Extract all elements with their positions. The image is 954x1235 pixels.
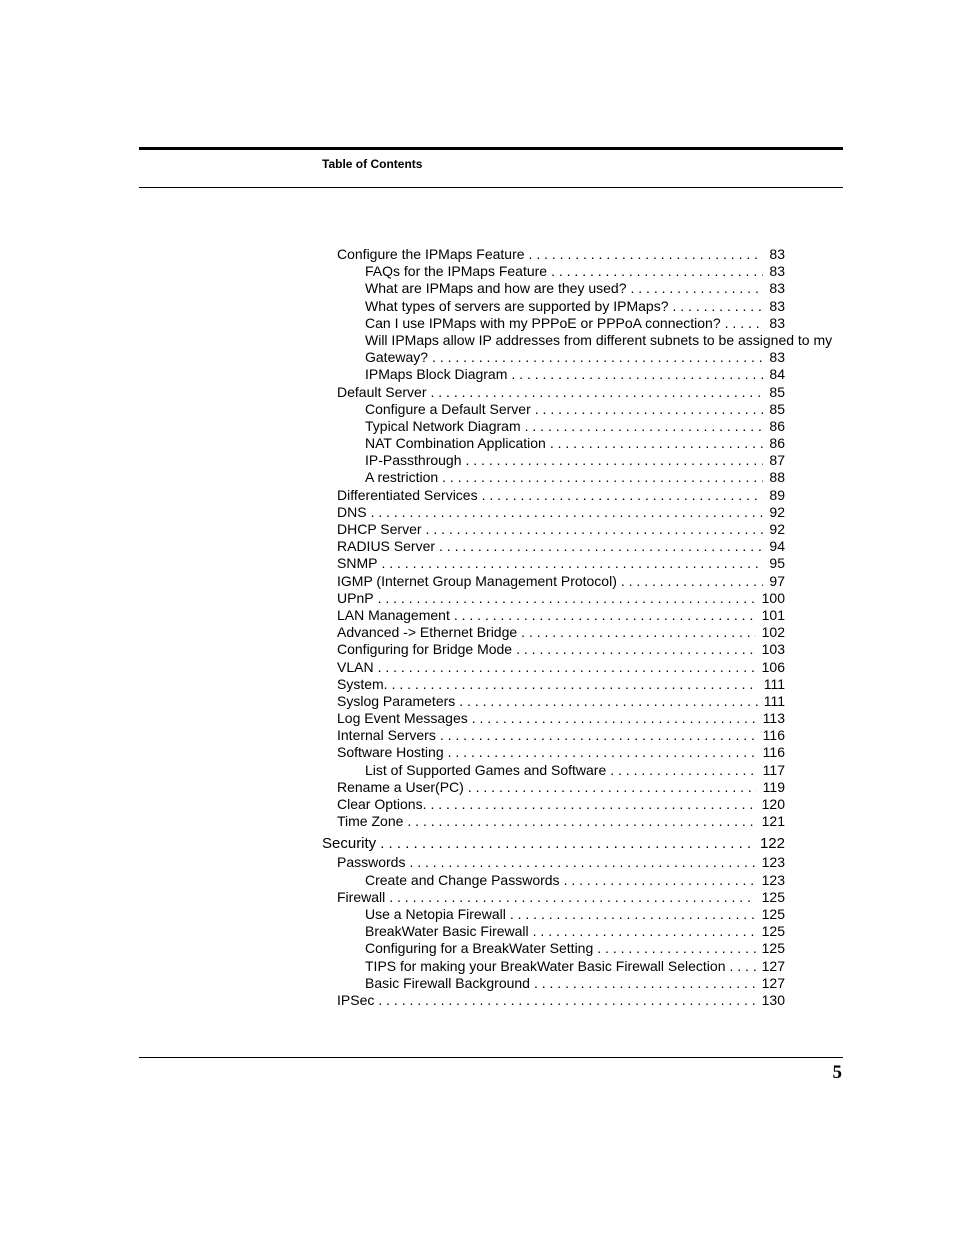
toc-entry-page: 127 bbox=[761, 957, 785, 974]
toc-entry-title: DNS bbox=[337, 503, 367, 520]
toc-entry-page: 83 bbox=[769, 314, 785, 331]
toc-entry-page: 123 bbox=[761, 871, 785, 888]
toc-entry-title: Typical Network Diagram bbox=[365, 417, 521, 434]
toc-entry-title: Can I use IPMaps with my PPPoE or PPPoA connection? bbox=[365, 314, 721, 331]
toc-entry-title: DHCP Server bbox=[337, 521, 422, 537]
toc-entry-page: 86 bbox=[769, 435, 785, 452]
toc-entry-page: 85 bbox=[769, 400, 785, 417]
toc-entry-page: 101 bbox=[761, 606, 785, 623]
dot-leader bbox=[409, 854, 755, 871]
dot-leader bbox=[430, 384, 763, 401]
toc-entry[interactable] bbox=[337, 992, 785, 1009]
toc-entry-title: IPSec bbox=[337, 991, 375, 1008]
toc-entry[interactable] bbox=[337, 727, 785, 744]
dot-leader bbox=[482, 487, 764, 504]
toc-entry[interactable] bbox=[337, 710, 785, 727]
toc-entry-page: 117 bbox=[762, 761, 785, 778]
dot-leader bbox=[426, 521, 764, 538]
toc-entry-page: 130 bbox=[761, 991, 785, 1008]
toc-entry[interactable] bbox=[365, 331, 833, 366]
toc-entry[interactable] bbox=[337, 693, 785, 710]
toc-entry-title: Use a Netopia Firewall bbox=[365, 905, 506, 922]
toc-entry-page: 94 bbox=[769, 538, 785, 555]
toc-entry[interactable] bbox=[337, 813, 785, 830]
toc-entry-title: IPMaps Block Diagram bbox=[365, 366, 508, 383]
dot-leader bbox=[551, 263, 763, 280]
toc-entry-page: 100 bbox=[761, 589, 785, 606]
toc-entry-title: What are IPMaps and how are they used? bbox=[365, 280, 627, 297]
toc-entry-page: 125 bbox=[761, 905, 785, 922]
dot-leader bbox=[510, 906, 756, 923]
dot-leader bbox=[725, 315, 764, 332]
toc-entry[interactable] bbox=[322, 834, 785, 854]
toc-entry-page: 89 bbox=[769, 486, 785, 503]
toc-entry-title: RADIUS Server bbox=[337, 538, 436, 555]
toc-entry-title-continued: Gateway? bbox=[365, 349, 429, 366]
dot-leader bbox=[378, 992, 755, 1009]
toc-entry[interactable] bbox=[365, 923, 785, 940]
dot-leader bbox=[440, 727, 757, 744]
dot-leader bbox=[511, 366, 763, 383]
footer-rule bbox=[139, 1057, 843, 1058]
toc-entry[interactable] bbox=[365, 315, 785, 332]
toc-entry[interactable] bbox=[365, 263, 785, 280]
dot-leader bbox=[378, 659, 756, 676]
toc-entry[interactable] bbox=[365, 280, 785, 297]
toc-entry-title: Advanced -> Ethernet Bridge bbox=[337, 624, 518, 641]
dot-leader bbox=[516, 641, 756, 658]
dot-leader bbox=[448, 744, 757, 761]
toc-entry-page: 88 bbox=[769, 469, 785, 486]
toc-entry[interactable] bbox=[365, 366, 785, 383]
toc-entry-page: 116 bbox=[762, 744, 785, 761]
toc-entry-title: Log Event Messages bbox=[337, 710, 468, 727]
toc-entry-page: 92 bbox=[769, 503, 785, 520]
toc-entry-title: Rename a User(PC) bbox=[337, 778, 464, 795]
toc-entry-title: What types of servers are supported by IPMaps? bbox=[365, 297, 669, 314]
toc-entry-title: SNMP bbox=[337, 555, 378, 572]
dot-leader bbox=[468, 779, 757, 796]
dot-leader bbox=[389, 889, 755, 906]
page-number: 5 bbox=[832, 1062, 842, 1083]
toc-entry-title: System. bbox=[337, 675, 388, 692]
toc-entry[interactable] bbox=[337, 641, 785, 658]
dot-leader bbox=[525, 418, 764, 435]
toc-entry-title: Configure a Default Server bbox=[365, 400, 531, 417]
toc-entry-title: Syslog Parameters bbox=[337, 692, 456, 709]
toc-entry-title: A restriction bbox=[365, 469, 439, 486]
dot-leader bbox=[466, 452, 764, 469]
dot-leader bbox=[378, 590, 756, 607]
dot-leader bbox=[610, 762, 756, 779]
toc-entry[interactable] bbox=[337, 676, 785, 693]
dot-leader bbox=[381, 555, 763, 572]
dot-leader bbox=[564, 872, 756, 889]
dot-leader bbox=[630, 280, 763, 297]
toc-entry[interactable] bbox=[337, 555, 785, 572]
toc-entry-page: 127 bbox=[761, 974, 785, 991]
toc-entry[interactable] bbox=[365, 298, 785, 315]
toc-entry-page: 123 bbox=[761, 854, 785, 871]
toc-entry[interactable] bbox=[337, 624, 785, 641]
toc-entry-title: Software Hosting bbox=[337, 744, 444, 761]
toc-entry-page: 120 bbox=[761, 796, 785, 812]
toc-entry-page: 84 bbox=[769, 366, 785, 383]
dot-leader bbox=[392, 676, 758, 693]
dot-leader bbox=[472, 710, 757, 727]
dot-leader bbox=[432, 349, 763, 366]
dot-leader bbox=[533, 923, 756, 940]
dot-leader bbox=[439, 538, 763, 555]
toc-entry[interactable] bbox=[337, 504, 785, 521]
toc-entry[interactable] bbox=[365, 469, 785, 486]
toc-entry[interactable] bbox=[337, 590, 785, 607]
toc-entry-title: Firewall bbox=[337, 888, 386, 905]
toc-entry[interactable] bbox=[365, 418, 785, 435]
toc-entry[interactable] bbox=[337, 889, 785, 906]
dot-leader bbox=[550, 435, 764, 452]
toc-entry-title: List of Supported Games and Software bbox=[365, 761, 607, 778]
dot-leader bbox=[535, 401, 764, 418]
toc-entry-title: Create and Change Passwords bbox=[365, 871, 560, 888]
dot-leader bbox=[430, 796, 755, 813]
toc-entry-title: VLAN bbox=[337, 658, 374, 675]
toc-entry-title: Security bbox=[322, 835, 377, 853]
toc-entry-title: Configuring for Bridge Mode bbox=[337, 641, 513, 658]
toc-entry-title: Default Server bbox=[337, 383, 427, 400]
toc-entry[interactable] bbox=[337, 538, 785, 555]
toc-entry-title: Basic Firewall Background bbox=[365, 974, 530, 991]
toc-entry-page: 85 bbox=[769, 383, 785, 400]
toc-entry-page: 106 bbox=[761, 658, 785, 675]
toc-entry-title: LAN Management bbox=[337, 606, 450, 623]
toc-entry-title: IGMP (Internet Group Management Protocol) bbox=[337, 572, 617, 589]
toc-entry-title: Passwords bbox=[337, 854, 406, 871]
dot-leader bbox=[442, 469, 763, 486]
toc-entry-title: FAQs for the IPMaps Feature bbox=[365, 263, 548, 280]
toc-entry[interactable] bbox=[365, 872, 785, 889]
dot-leader bbox=[730, 958, 756, 975]
toc-entry-page: 125 bbox=[761, 940, 785, 957]
toc-entry[interactable] bbox=[337, 521, 785, 538]
toc-entry-page: 83 bbox=[769, 246, 785, 262]
toc-entry-page: 103 bbox=[761, 641, 785, 658]
toc-entry-title: Differentiated Services bbox=[337, 486, 478, 503]
dot-leader bbox=[672, 298, 763, 315]
toc-entry-title: NAT Combination Application bbox=[365, 435, 546, 452]
dot-leader bbox=[371, 504, 764, 521]
running-header: Table of Contents bbox=[322, 157, 423, 171]
toc-entry[interactable] bbox=[365, 401, 785, 418]
toc-entry-page: 92 bbox=[769, 521, 785, 537]
toc-entry[interactable] bbox=[337, 854, 785, 871]
toc-entry-title: Time Zone bbox=[337, 813, 404, 830]
toc-entry[interactable] bbox=[337, 246, 785, 263]
table-of-contents bbox=[0, 246, 954, 1009]
toc-entry[interactable] bbox=[365, 435, 785, 452]
dot-leader bbox=[597, 940, 755, 957]
toc-entry[interactable] bbox=[337, 744, 785, 761]
dot-leader bbox=[534, 975, 756, 992]
toc-entry-title: UPnP bbox=[337, 589, 374, 606]
toc-entry[interactable] bbox=[365, 975, 785, 992]
toc-entry-page: 125 bbox=[761, 888, 785, 905]
toc-entry-page: 83 bbox=[769, 297, 785, 314]
top-rule bbox=[139, 147, 843, 150]
toc-entry-title: Will IPMaps allow IP addresses from different subnets to be assigned to my bbox=[365, 331, 833, 348]
toc-entry-page: 86 bbox=[769, 417, 785, 434]
toc-entry-title: BreakWater Basic Firewall bbox=[365, 923, 529, 940]
toc-entry-page: 95 bbox=[769, 555, 785, 572]
toc-entry[interactable] bbox=[337, 573, 785, 590]
toc-entry-title: TIPS for making your BreakWater Basic Firewall Selection bbox=[365, 957, 726, 974]
toc-entry-page: 83 bbox=[769, 263, 785, 280]
toc-entry[interactable] bbox=[365, 958, 785, 975]
toc-entry[interactable] bbox=[365, 940, 785, 957]
toc-entry[interactable] bbox=[365, 452, 785, 469]
toc-entry-title: Configure the IPMaps Feature bbox=[337, 246, 525, 262]
header-rule bbox=[139, 187, 843, 188]
dot-leader bbox=[407, 813, 755, 830]
dot-leader bbox=[621, 573, 764, 590]
toc-entry-page: 113 bbox=[762, 710, 785, 727]
toc-entry-page: 102 bbox=[761, 624, 785, 641]
toc-entry-page: 83 bbox=[769, 349, 785, 366]
toc-entry-page: 121 bbox=[761, 813, 785, 830]
dot-leader bbox=[529, 246, 764, 263]
toc-entry-page: 83 bbox=[769, 280, 785, 297]
toc-entry-page: 87 bbox=[769, 452, 785, 469]
toc-entry[interactable] bbox=[365, 906, 785, 923]
dot-leader bbox=[521, 624, 755, 641]
dot-leader bbox=[380, 834, 754, 854]
toc-entry[interactable] bbox=[337, 487, 785, 504]
toc-entry[interactable] bbox=[337, 384, 785, 401]
toc-entry-page: 111 bbox=[763, 675, 785, 692]
toc-entry-title: Configuring for a BreakWater Setting bbox=[365, 940, 594, 957]
toc-entry-title: Internal Servers bbox=[337, 727, 436, 744]
toc-entry-page: 122 bbox=[759, 835, 785, 853]
toc-entry[interactable] bbox=[337, 779, 785, 796]
toc-entry-title: Clear Options. bbox=[337, 796, 427, 812]
toc-entry[interactable] bbox=[365, 762, 785, 779]
dot-leader bbox=[459, 693, 757, 710]
toc-entry[interactable] bbox=[337, 607, 785, 624]
toc-entry-page: 119 bbox=[762, 778, 785, 795]
toc-entry-page: 97 bbox=[769, 572, 785, 589]
toc-entry-page: 111 bbox=[763, 692, 785, 709]
toc-entry[interactable] bbox=[337, 659, 785, 676]
toc-entry[interactable] bbox=[337, 796, 785, 813]
toc-entry-page: 116 bbox=[762, 727, 785, 744]
toc-entry-page: 125 bbox=[761, 923, 785, 940]
toc-entry-title: IP-Passthrough bbox=[365, 452, 462, 469]
dot-leader bbox=[454, 607, 756, 624]
